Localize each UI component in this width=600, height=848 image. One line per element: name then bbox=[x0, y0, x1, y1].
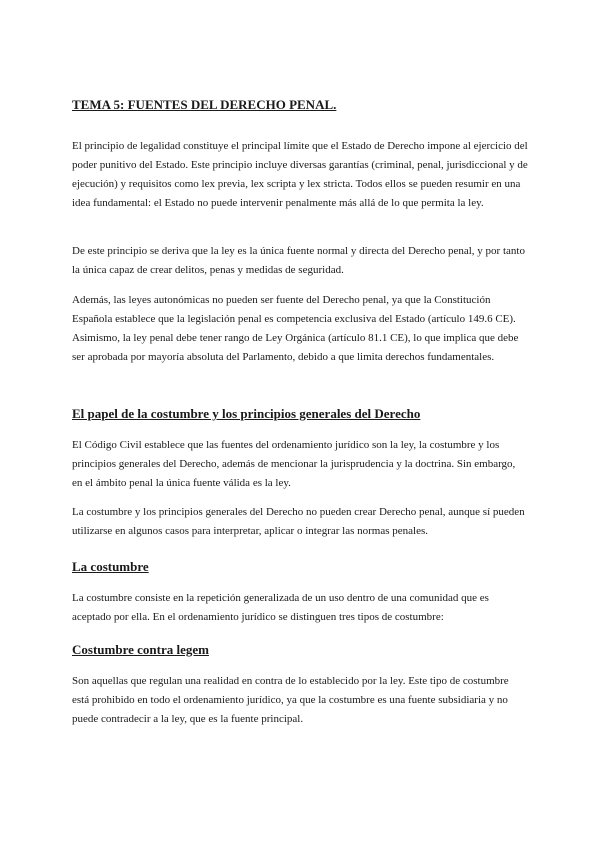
paragraph-legalidad: El principio de legalidad constituye el principal límite que el Estado de Derecho impone al ejercicio del poder punitivo del Estado. Este principio incluye diversas garantías (criminal, penal, jurisdiccional y de ejecución) y requisitos como lex previa, lex scripta y lex stricta. Todos ellos se pueden resumir en una idea fundamental: el Estado no puede intervenir penalmente más allá de lo que permita la ley. bbox=[72, 140, 528, 209]
section-heading-costumbre-principios: El papel de la costumbre y los principios generales del Derecho bbox=[72, 406, 421, 421]
paragraph-costumbre-principios: La costumbre y los principios generales del Derecho no pueden crear Derecho penal, aunque sí pueden utilizarse en algunos casos para interpretar, aplicar o integrar las normas penales. bbox=[72, 506, 525, 537]
paragraph-contra-legem: Son aquellas que regulan una realidad en contra de lo establecido por la ley. Este tipo de costumbre está prohibido en todo el ordenamiento jurídico, ya que la costumbre es una fuente subsidiaria y no puede contradecir a la ley, que es la fuente principal. bbox=[72, 675, 509, 725]
paragraph-codigo-civil: El Código Civil establece que las fuentes del ordenamiento jurídico son la ley, la costumbre y los principios generales del Derecho, además de mencionar la jurisprudencia y la doctrina. Sin embargo, en el ámbito penal la única fuente válida es la ley. bbox=[72, 439, 516, 489]
paragraph-ley-unica-fuente: De este principio se deriva que la ley es la única fuente normal y directa del Derecho penal, y por tanto la única capaz de crear delitos, penas y medidas de seguridad. bbox=[72, 245, 525, 276]
section-heading-contra-legem: Costumbre contra legem bbox=[72, 642, 209, 657]
paragraph-leyes-autonomicas: Además, las leyes autonómicas no pueden ser fuente del Derecho penal, ya que la Constitución Española establece que la legislación penal es competencia exclusiva del Estado (artículo 149.6 CE). Asimismo, la ley penal debe tener rango de Ley Orgánica (artículo 81.1 CE), lo que implica que debe ser aprobada por mayoría absoluta del Parlamento, debido a que limita derechos fundamentales. bbox=[72, 294, 519, 363]
section-heading-la-costumbre: La costumbre bbox=[72, 559, 149, 574]
paragraph-la-costumbre: La costumbre consiste en la repetición generalizada de un uso dentro de una comunidad que es aceptado por ella. En el ordenamiento jurídico se distinguen tres tipos de costumbre: bbox=[72, 592, 489, 623]
document-title: TEMA 5: FUENTES DEL DERECHO PENAL. bbox=[72, 97, 337, 112]
